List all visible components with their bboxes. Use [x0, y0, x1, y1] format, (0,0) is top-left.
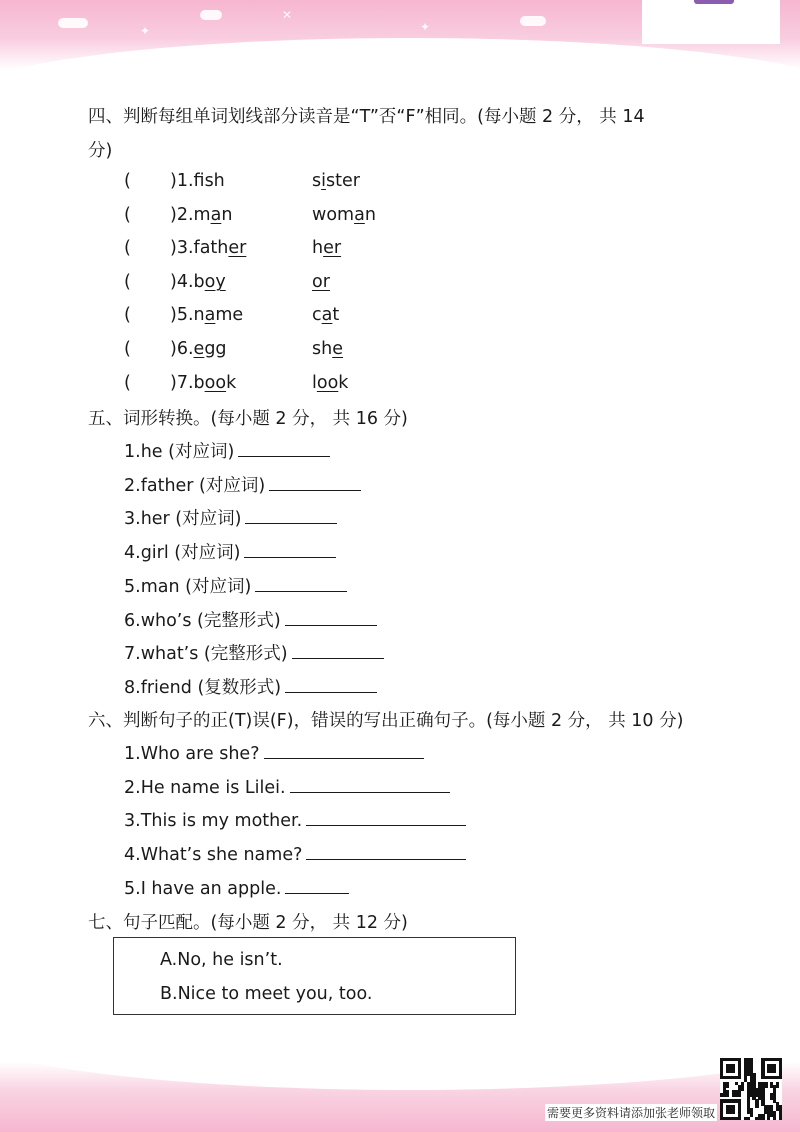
- underlined-letters: a: [321, 305, 333, 325]
- underlined-letters: or: [312, 272, 330, 292]
- underlined-letters: er: [228, 238, 247, 258]
- answer-bracket[interactable]: (: [124, 205, 131, 225]
- word-part: n: [193, 305, 205, 325]
- answer-bracket[interactable]: (: [124, 339, 131, 359]
- match-options-box: [113, 937, 516, 1015]
- answer-blank[interactable]: [290, 776, 450, 793]
- star-decoration: ✦: [140, 24, 151, 38]
- word-part: l: [312, 373, 317, 393]
- word-pair-second: [312, 237, 341, 259]
- word-part: )5.: [170, 305, 194, 325]
- word-pair-first: [170, 204, 232, 226]
- answer-blank[interactable]: [306, 809, 466, 826]
- word-part: s: [312, 171, 322, 191]
- sentence-item: [124, 877, 349, 900]
- word-part: f: [193, 171, 205, 191]
- section6-title: 六、判断句子的正(T)误(F)，错误的写出正确句子。(每小题 2 分， 共 10 分): [88, 711, 684, 731]
- answer-blank[interactable]: [264, 742, 424, 759]
- word-part: b: [193, 272, 205, 292]
- word-part: sh: [204, 171, 225, 191]
- word-part: )2.: [170, 205, 194, 225]
- word-part: b: [193, 373, 205, 393]
- word-part: c: [312, 305, 322, 325]
- word-form-item: [124, 541, 336, 564]
- word-part: n: [221, 205, 233, 225]
- word-form-item: [124, 609, 377, 632]
- word-pair-first: [170, 338, 227, 360]
- word-pair-first: [170, 170, 225, 192]
- section5-title: 五、词形转换。(每小题 2 分， 共 16 分): [88, 409, 408, 429]
- answer-blank[interactable]: [245, 507, 337, 524]
- word-form-item: [124, 676, 377, 699]
- sentence-item: [124, 776, 450, 799]
- word-pair-first: [170, 271, 226, 293]
- word-part: )6.: [170, 339, 194, 359]
- match-option-a: A.No, he isn’t.: [160, 950, 283, 970]
- word-pair-first: [170, 237, 246, 259]
- word-part: wom: [312, 205, 355, 225]
- item-text: 5.man (对应词): [124, 577, 252, 597]
- match-option-b: B.Nice to meet you, too.: [160, 984, 373, 1004]
- word-part: fath: [193, 238, 229, 258]
- word-form-item: [124, 440, 330, 463]
- section4-title: 四、判断每组单词划线部分读音是“T”否“F”相同。(每小题 2 分， 共 14: [88, 107, 645, 127]
- answer-blank[interactable]: [306, 843, 466, 860]
- answer-blank[interactable]: [285, 676, 377, 693]
- underlined-letters: a: [354, 205, 365, 225]
- word-part: )7.: [170, 373, 194, 393]
- qr-code-image: [720, 1058, 782, 1120]
- footer-decoration: [0, 1062, 800, 1132]
- item-text: 4.girl (对应词): [124, 543, 241, 563]
- word-pair-first: [170, 372, 236, 394]
- answer-blank[interactable]: [238, 440, 330, 457]
- word-part: t: [332, 305, 340, 325]
- cloud-decoration: [520, 16, 546, 26]
- answer-bracket[interactable]: (: [124, 171, 131, 191]
- star-decoration: ✕: [282, 8, 293, 22]
- underlined-letters: oy: [204, 272, 226, 292]
- answer-bracket[interactable]: (: [124, 238, 131, 258]
- qr-caption: 需要更多资料请添加张老师领取: [547, 1106, 716, 1120]
- section4-title-cont: 分): [88, 141, 113, 161]
- sentence-item: [124, 742, 424, 765]
- item-text: 3.This is my mother.: [124, 811, 303, 831]
- word-pair-second: [312, 271, 330, 293]
- star-decoration: ✦: [420, 20, 431, 34]
- underlined-letters: a: [204, 305, 216, 325]
- word-part: ster: [326, 171, 360, 191]
- underlined-letters: e: [193, 339, 205, 359]
- word-part: )4.: [170, 272, 194, 292]
- item-text: 3.her (对应词): [124, 509, 242, 529]
- word-pair-second: [312, 338, 343, 360]
- answer-blank[interactable]: [269, 474, 361, 491]
- item-text: 1.Who are she?: [124, 744, 260, 764]
- answer-blank[interactable]: [285, 877, 349, 894]
- cloud-decoration: [58, 18, 88, 28]
- word-form-item: [124, 507, 337, 530]
- word-part: k: [226, 373, 237, 393]
- word-part: gg: [204, 339, 227, 359]
- item-text: 5.I have an apple.: [124, 879, 282, 899]
- answer-blank[interactable]: [292, 642, 384, 659]
- sentence-item: [124, 843, 466, 866]
- word-form-item: [124, 575, 347, 598]
- item-text: 6.who’s (完整形式): [124, 611, 281, 631]
- word-part: m: [193, 205, 211, 225]
- underlined-letters: oo: [204, 373, 227, 393]
- footer-wave: [0, 1062, 800, 1090]
- word-pair-second: [312, 204, 376, 226]
- word-part: n: [364, 205, 376, 225]
- word-pair-second: [312, 304, 339, 326]
- sentence-item: [124, 809, 466, 832]
- underlined-letters: oo: [316, 373, 339, 393]
- item-text: 2.He name is Lilei.: [124, 778, 286, 798]
- answer-bracket[interactable]: (: [124, 305, 131, 325]
- section7-title: 七、句子匹配。(每小题 2 分， 共 12 分): [88, 913, 408, 933]
- header-decoration: [0, 0, 800, 70]
- word-pair-second: [312, 372, 348, 394]
- item-text: 2.father (对应词): [124, 476, 266, 496]
- answer-blank[interactable]: [244, 541, 336, 558]
- underlined-letters: a: [210, 205, 222, 225]
- answer-bracket[interactable]: (: [124, 373, 131, 393]
- word-form-item: [124, 474, 361, 497]
- cloud-decoration: [200, 10, 222, 20]
- word-part: sh: [312, 339, 333, 359]
- underlined-letters: er: [323, 238, 342, 258]
- item-text: 7.what’s (完整形式): [124, 644, 288, 664]
- underlined-letters: i: [321, 171, 326, 191]
- word-pair-second: [312, 170, 360, 192]
- word-part: )1.: [170, 171, 194, 191]
- word-part: k: [338, 373, 349, 393]
- word-pair-first: [170, 304, 243, 326]
- word-part: me: [215, 305, 244, 325]
- item-text: 8.friend (复数形式): [124, 678, 282, 698]
- underlined-letters: e: [332, 339, 343, 359]
- answer-blank[interactable]: [255, 575, 347, 592]
- word-part: h: [312, 238, 324, 258]
- header-corner-box: [642, 0, 780, 44]
- corner-marker: [694, 0, 734, 4]
- word-part: )3.: [170, 238, 194, 258]
- item-text: 1.he (对应词): [124, 442, 235, 462]
- word-form-item: [124, 642, 384, 665]
- item-text: 4.What’s she name?: [124, 845, 303, 865]
- answer-blank[interactable]: [285, 609, 377, 626]
- answer-bracket[interactable]: (: [124, 272, 131, 292]
